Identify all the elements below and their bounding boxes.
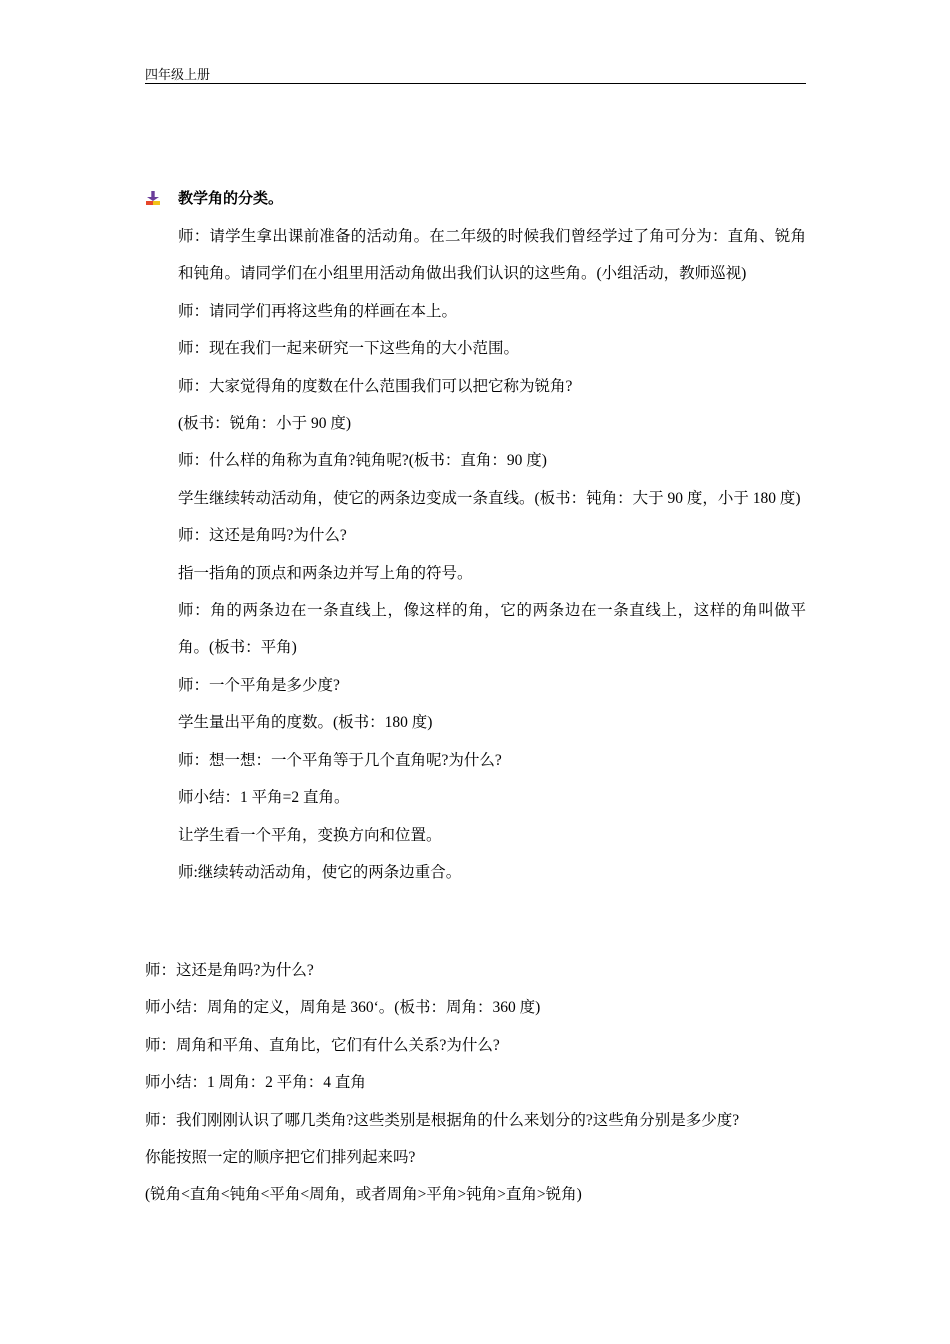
paragraph: 师：请同学们再将这些角的样画在本上。 [178, 302, 458, 320]
paragraph: (锐角<直角<钝角<平角<周角，或者周角>平角>钝角>直角>锐角) [145, 1186, 582, 1204]
continuation-block [145, 952, 806, 1214]
page-header: 四年级上册 [145, 67, 211, 82]
paragraph: 师:继续转动活动角，使它的两条边重合。 [178, 863, 462, 881]
paragraph: 师小结：1 周角：2 平角：4 直角 [145, 1074, 366, 1092]
paragraph: 师：我们刚刚认识了哪几类角?这些类别是根据角的什么来划分的?这些角分别是多少度? [145, 1111, 740, 1129]
paragraph: (板书：锐角：小于 90 度) [178, 415, 352, 433]
paragraph: 你能按照一定的顺序把它们排列起来吗? [145, 1149, 416, 1167]
paragraph: 师：大家觉得角的度数在什么范围我们可以把它称为锐角? [178, 377, 573, 395]
paragraph: 师小结：1 平角=2 直角。 [178, 789, 350, 807]
paragraph: 学生继续转动活动角，使它的两条边变成一条直线。(板书：钝角：大于 90 度，小于 180 度) [178, 489, 801, 507]
paragraph: 师：角的两条边在一条直线上，像这样的角，它的两条边在一条直线上，这样的角叫做平角。(板书：平角) [178, 602, 806, 657]
paragraph: 学生量出平角的度数。(板书：180 度) [178, 714, 433, 732]
header-rule [145, 83, 806, 84]
paragraph: 师：想一想：一个平角等于几个直角呢?为什么? [178, 751, 502, 769]
paragraph: 师：一个平角是多少度? [178, 676, 340, 694]
section-title: 教学角的分类。 [178, 191, 284, 207]
paragraph: 师：什么样的角称为直角?钝角呢?(板书：直角：90 度) [178, 452, 547, 470]
paragraph: 师：周角和平角、直角比，它们有什么关系?为什么? [145, 1036, 500, 1054]
section-angle-classification [145, 187, 806, 891]
paragraph: 师：这还是角吗?为什么? [145, 962, 314, 979]
paragraph: 师小结：周角的定义，周角是 360‘。(板书：周角：360 度) [145, 999, 541, 1017]
paragraph: 让学生看一个平角，变换方向和位置。 [178, 826, 442, 844]
section-heading [145, 187, 806, 211]
paragraph: 师：这还是角吗?为什么? [178, 527, 347, 545]
section-body [178, 218, 806, 891]
paragraph: 指一指角的顶点和两条边并写上角的符号。 [178, 564, 473, 582]
paragraph: 师：现在我们一起来研究一下这些角的大小范围。 [178, 340, 520, 358]
paragraph: 师：请学生拿出课前准备的活动角。在二年级的时候我们曾经学过了角可分为：直角、锐角和钝角。请同学们在小组里用活动角做出我们认识的这些角。(小组活动，教师巡视) [178, 228, 806, 283]
bullet-arrow-icon [145, 190, 161, 206]
